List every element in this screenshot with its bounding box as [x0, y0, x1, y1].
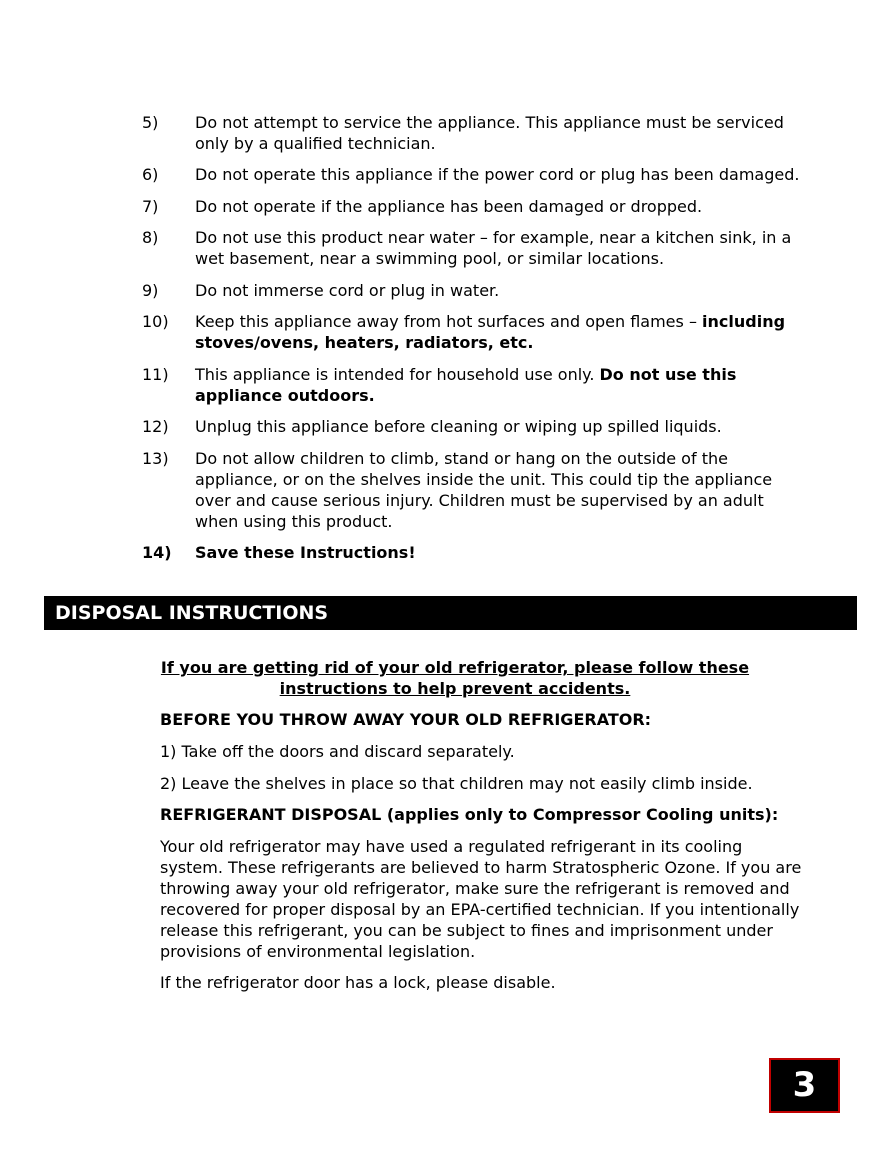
step-text: 1) Take off the doors and discard separately.	[160, 742, 515, 761]
item-text: Do not immerse cord or plug in water.	[195, 281, 500, 300]
refrigerant-text: Your old refrigerator may have used a regulated refrigerant in its cooling system. These refrigerants are believed to harm Stratospheric Ozone. If you are throwing away your old refrigerator, make sure the refrigerant is removed and recovered for proper disposal by an EPA-certified technician. If you intentionally release this refrigerant, you can be subject to fines and imprisonment under provisions of environmental legislation.	[160, 837, 802, 961]
item-text: Do not attempt to service the appliance. This appliance must be serviced only by a qualified technician.	[195, 113, 784, 153]
item-number: 7)	[142, 197, 159, 216]
item-text: Do not operate this appliance if the power cord or plug has been damaged.	[195, 165, 800, 184]
item-number: 14)	[142, 543, 172, 562]
item-number: 5)	[142, 113, 159, 132]
item-number: 6)	[142, 165, 159, 184]
page-number: 3	[769, 1058, 840, 1113]
lock-text: If the refrigerator door has a lock, please disable.	[160, 973, 556, 992]
step-text: 2) Leave the shelves in place so that children may not easily climb inside.	[160, 774, 753, 793]
disposal-lead: If you are getting rid of your old refrigerator, please follow these instructions to help prevent accidents.	[160, 658, 750, 698]
item-text: Do not use this product near water – for example, near a kitchen sink, in a wet basement, near a swimming pool, or similar locations.	[195, 228, 792, 268]
item-number: 13)	[142, 449, 169, 468]
section-heading: DISPOSAL INSTRUCTIONS	[44, 596, 857, 630]
item-text: Do not allow children to climb, stand or hang on the outside of the appliance, or on the shelves inside the unit. This could tip the appliance over and cause serious injury. Children must be supervised by an adult when using this product.	[195, 449, 773, 531]
before-heading: BEFORE YOU THROW AWAY YOUR OLD REFRIGERATOR:	[160, 710, 652, 729]
item-text: Save these Instructions!	[195, 543, 416, 562]
item-text: This appliance is intended for household use only. Do not use this appliance outdoors.	[195, 365, 737, 405]
item-number: 9)	[142, 281, 159, 300]
item-number: 12)	[142, 417, 169, 436]
item-text: Keep this appliance away from hot surfaces and open flames – including stoves/ovens, heaters, radiators, etc.	[195, 312, 786, 352]
item-text: Unplug this appliance before cleaning or wiping up spilled liquids.	[195, 417, 722, 436]
item-number: 8)	[142, 228, 159, 247]
item-number: 11)	[142, 365, 169, 384]
refrigerant-heading: REFRIGERANT DISPOSAL (applies only to Compressor Cooling units):	[160, 805, 779, 824]
item-text: Do not operate if the appliance has been damaged or dropped.	[195, 197, 703, 216]
item-number: 10)	[142, 312, 169, 331]
